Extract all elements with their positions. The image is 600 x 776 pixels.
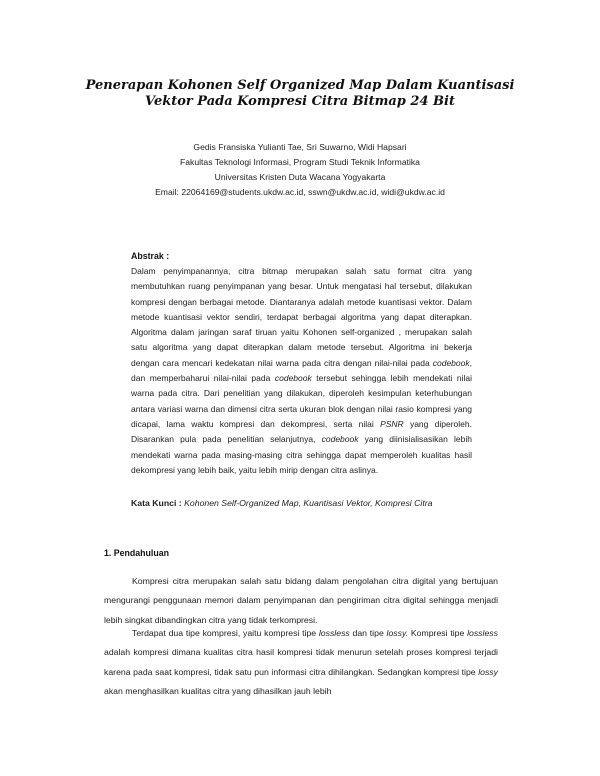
keywords xyxy=(131,498,511,508)
university: Universitas Kristen Duta Wacana Yogyakarta xyxy=(214,172,386,182)
intro-paragraph-2: Terdapat dua tipe kompresi, yaitu kompresi tipe lossless dan tipe lossy. Kompresi tipe lossless adalah kompresi dimana kualitas citra hasil kompresi tidak menurun setelah proses kompresi terjadi karena pada saat kompresi, tidak satu pun informasi citra dihilangkan. Sedangkan kompresi tipe lossy akan menghasilkan kualitas citra yang dihasilkan jauh lebih xyxy=(104,628,498,696)
section-heading-introduction: 1. Pendahuluan xyxy=(104,548,170,558)
intro-paragraph-1: Kompresi citra merupakan salah satu bidang dalam pengolahan citra digital yang bertujuan mengurangi penggunaan memori dalam penyimpanan dan pengiriman citra digital sehingga menjadi lebih singkat dibandingkan citra yang tidak terkompresi. xyxy=(104,576,498,625)
paper-title-line-2: Vektor Pada Kompresi Citra Bitmap 24 Bit xyxy=(145,94,455,109)
keywords-label: Kata Kunci : xyxy=(131,498,182,508)
paper-title-line-1: Penerapan Kohonen Self Organized Map Dalam Kuantisasi xyxy=(85,78,515,93)
affiliation: Fakultas Teknologi Informasi, Program Studi Teknik Informatika xyxy=(180,157,420,167)
keywords-value: Kohonen Self-Organized Map, Kuantisasi Vektor, Kompresi Citra xyxy=(184,498,433,508)
abstract-body: Dalam penyimpanannya, citra bitmap merupakan salah satu format citra yang membutuhkan ruang penyimpanan yang besar. Untuk mengatasi hal tersebut, dilakukan kompresi dengan berbagai metode. Diantaranya adalah metode kuantisasi vektor. Dalam metode kuantisasi vektor sendiri, terdapat berbagai algoritma yang dapat diterapkan. Algoritma dalam jaringan saraf tiruan yaitu Kohonen self-organized , merupakan salah satu algoritma yang dapat diterapkan dalam metode tersebut. Algoritma ini bekerja dengan cara mencari kedekatan nilai warna pada citra dengan nilai-nilai pada codebook, dan memperbaharui nilai-nilai pada codebook tersebut sehingga lebih mendekati nilai warna pada citra. Dari penelitian yang dilakukan, diperoleh kesimpulan keterhubungan antara variasi warna dan dimensi citra serta ukuran blok dengan nilai rasio kompresi yang dicapai, lama waktu kompresi dan dekompresi, serta nilai PSNR yang diperoleh. Disarankan pula pada penelitian selanjutnya, codebook yang diinisialisasikan lebih mendekati warna pada masing-masing citra sehingga dapat memperoleh kualitas hasil dekompresi yang lebih baik, yaitu lebih mirip dengan citra aslinya. xyxy=(131,266,472,475)
email-line: Email: 22064169@students.ukdw.ac.id, sswn@ukdw.ac.id, widi@ukdw.ac.id xyxy=(155,187,445,197)
author-list: Gedis Fransiska Yulianti Tae, Sri Suwarno, Widi Hapsari xyxy=(193,142,407,152)
abstract-heading: Abstrak : xyxy=(131,251,170,261)
